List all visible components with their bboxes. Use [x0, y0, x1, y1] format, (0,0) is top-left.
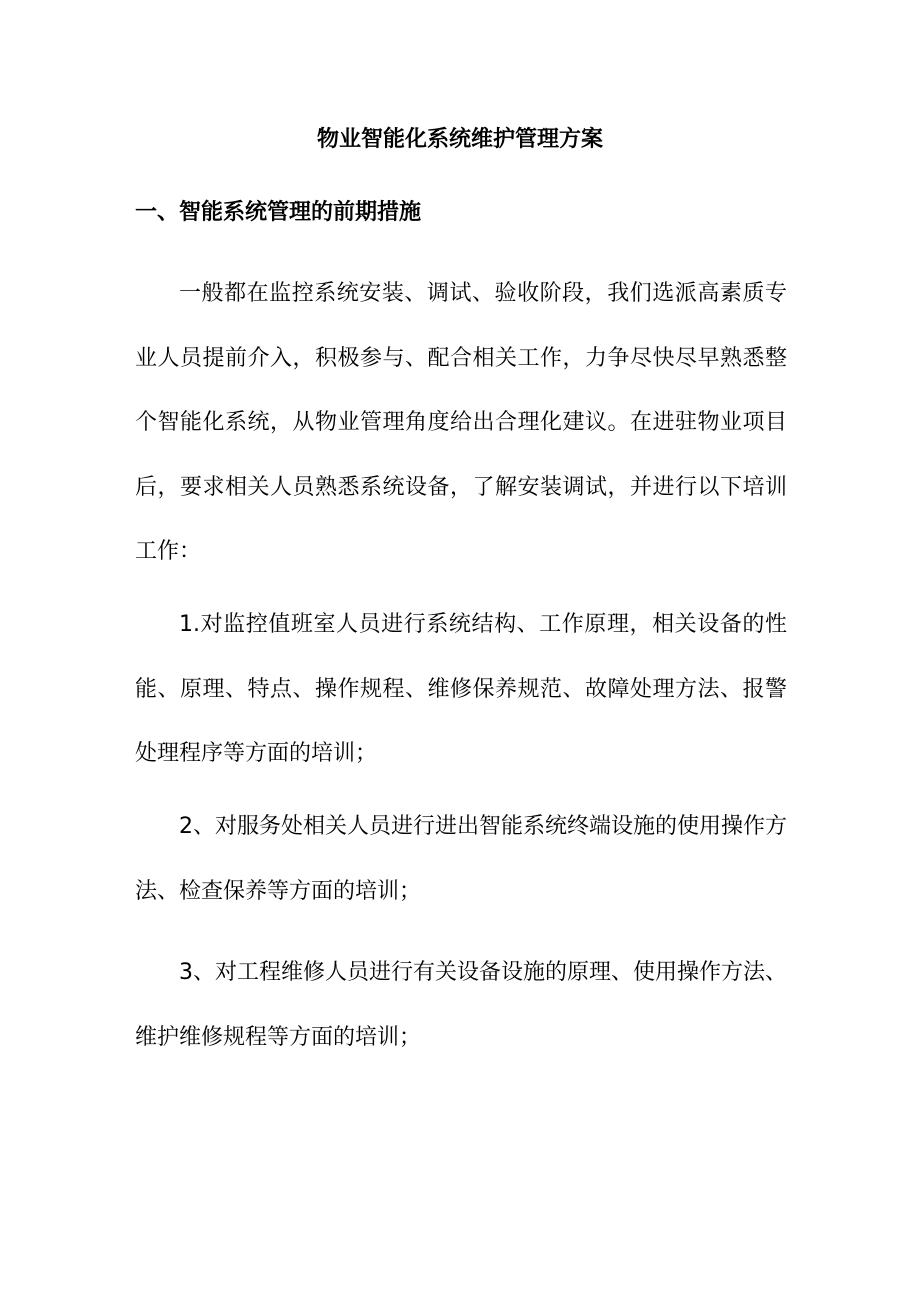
paragraph-training-item-2: 2、对服务处相关人员进行进出智能系统终端设施的使用操作方法、检查保养等方面的培训； — [135, 814, 787, 904]
paragraph-training-item-3: 3、对工程维修人员进行有关设备设施的原理、使用操作方法、维护维修规程等方面的培训； — [135, 960, 787, 1050]
section-heading: 一、智能系统管理的前期措施 — [135, 200, 422, 225]
paragraph-training-item-1: 1.对监控值班室人员进行系统结构、工作原理，相关设备的性能、原理、特点、操作规程、维修保养规范、故障处理方法、报警处理程序等方面的培训； — [135, 612, 787, 766]
paragraph-intro: 一般都在监控系统安装、调试、验收阶段，我们选派高素质专业人员提前介入，积极参与、配合相关工作，力争尽快尽早熟悉整个智能化系统，从物业管理角度给出合理化建议。在进驻物业项目后，要求相关人员熟悉系统设备，了解安装调试，并进行以下培训工作： — [135, 281, 787, 564]
document-title: 物业智能化系统维护管理方案 — [316, 127, 603, 152]
